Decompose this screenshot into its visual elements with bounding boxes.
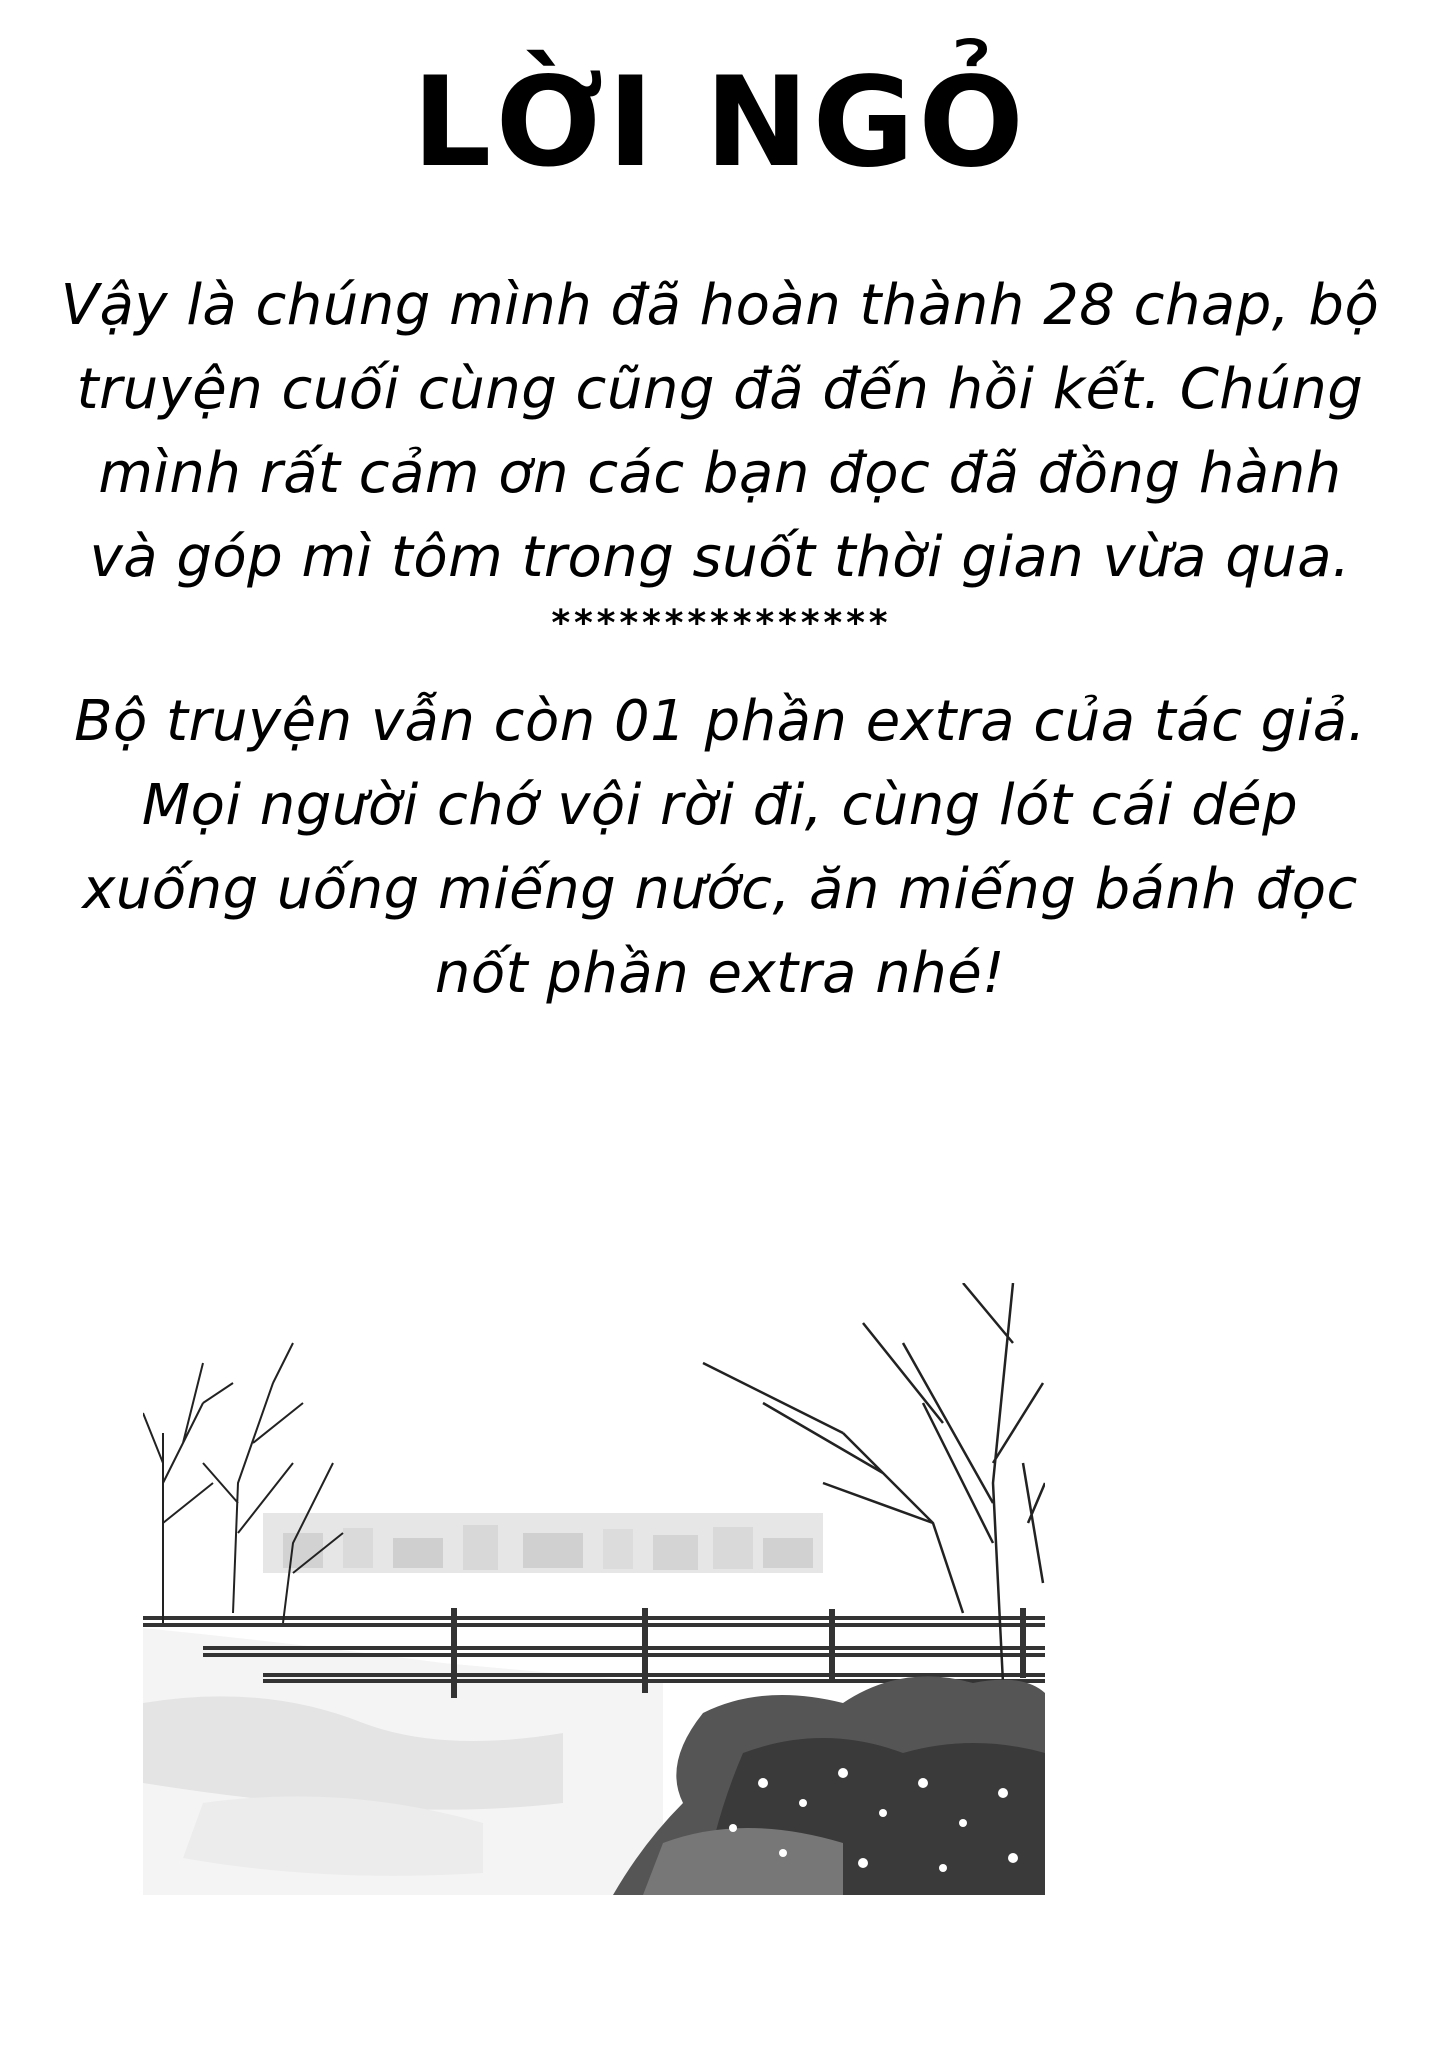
page-title: LỜI NGỎ <box>412 51 1028 195</box>
snowy-fence-illustration <box>143 1283 1045 1895</box>
paragraph-extra-notice: Bộ truyện vẫn còn 01 phần extra của tác giả. Mọi người chớ vội rời đi, cùng lót cái dép xuống uống miếng nước, ăn miếng bánh đọc nốt phần extra nhé! <box>74 689 1366 1006</box>
asterisk-divider: *************** <box>549 603 891 644</box>
paragraph-thanks: Vậy là chúng mình đã hoàn thành 28 chap, bộ truyện cuối cùng cũng đã đến hồi kết. Chúng mình rất cảm ơn các bạn đọc đã đồng hành và góp mì tôm trong suốt thời gian vừa qua. <box>60 273 1380 590</box>
snowy-landscape-image <box>143 1283 1045 1895</box>
